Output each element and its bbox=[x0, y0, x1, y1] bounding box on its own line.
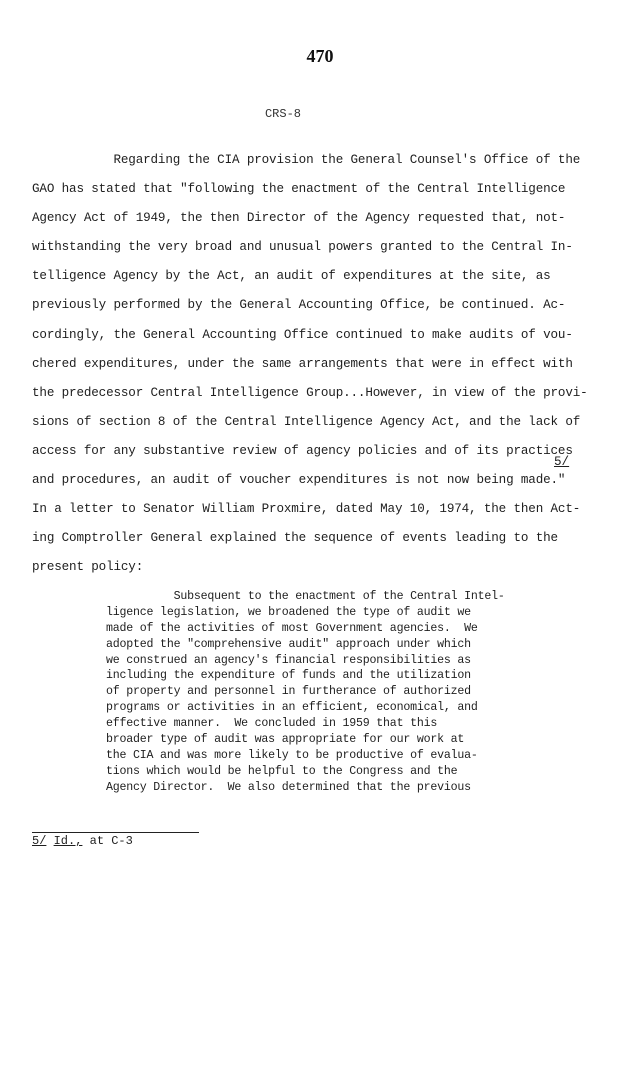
body-line: present policy: bbox=[32, 560, 144, 575]
body-line: Regarding the CIA provision the General Counsel's Office of the bbox=[32, 153, 581, 167]
quote-line: we construed an agency's financial responsibilities as bbox=[106, 653, 471, 667]
footnote-ref: 5/ bbox=[32, 834, 47, 848]
quote-line: ligence legislation, we broadened the type of audit we bbox=[106, 605, 471, 619]
footnote-text: at C-3 bbox=[82, 834, 133, 848]
quote-line: adopted the "comprehensive audit" approach under which bbox=[106, 637, 471, 651]
body-line: ing Comptroller General explained the sequence of events leading to the bbox=[32, 531, 558, 546]
section-identifier: CRS-8 bbox=[264, 107, 301, 121]
quote-line: of property and personnel in furtherance of authorized bbox=[106, 685, 471, 699]
body-text bbox=[32, 146, 588, 582]
quote-line: Subsequent to the enactment of the Central Intel- bbox=[106, 590, 505, 603]
body-line: access for any substantive review of agency policies and of its practices bbox=[32, 443, 573, 458]
body-line: In a letter to Senator William Proxmire, dated May 10, 1974, the then Act- bbox=[32, 502, 581, 517]
body-line: the predecessor Central Intelligence Group...However, in view of the provi- bbox=[32, 385, 588, 400]
quote-line: made of the activities of most Government agencies. We bbox=[106, 621, 478, 635]
quote-line: including the expenditure of funds and the utilization bbox=[106, 669, 471, 683]
body-line: cordingly, the General Accounting Office continued to make audits of vou- bbox=[32, 327, 573, 342]
block-quote bbox=[106, 589, 506, 796]
body-line: telligence Agency by the Act, an audit of expenditures at the site, as bbox=[32, 269, 551, 284]
body-line: and procedures, an audit of voucher expenditures is not now being made." bbox=[32, 473, 566, 488]
footnote-citation: Id., bbox=[53, 834, 83, 848]
footnote-marker: 5/ bbox=[554, 455, 570, 469]
page-number: 470 bbox=[306, 46, 334, 66]
quote-line: effective manner. We concluded in 1959 that this bbox=[106, 717, 438, 731]
quote-line: broader type of audit was appropriate for our work at bbox=[106, 733, 465, 747]
body-line: withstanding the very broad and unusual powers granted to the Central In- bbox=[32, 240, 573, 255]
body-line: GAO has stated that "following the enactment of the Central Intelligence bbox=[32, 182, 566, 197]
body-line: Agency Act of 1949, the then Director of the Agency requested that, not- bbox=[32, 211, 566, 226]
quote-line: programs or activities in an efficient, economical, and bbox=[106, 701, 478, 715]
footnote-divider bbox=[32, 832, 199, 833]
quote-line: tions which would be helpful to the Congress and the bbox=[106, 764, 458, 778]
body-line: chered expenditures, under the same arrangements that were in effect with bbox=[32, 356, 573, 371]
body-line: sions of section 8 of the Central Intelligence Agency Act, and the lack of bbox=[32, 414, 581, 429]
footnote bbox=[32, 834, 133, 848]
quote-line: the CIA and was more likely to be productive of evalua- bbox=[106, 748, 478, 762]
body-line: previously performed by the General Accounting Office, be continued. Ac- bbox=[32, 298, 566, 313]
quote-line: Agency Director. We also determined that the previous bbox=[106, 780, 471, 794]
